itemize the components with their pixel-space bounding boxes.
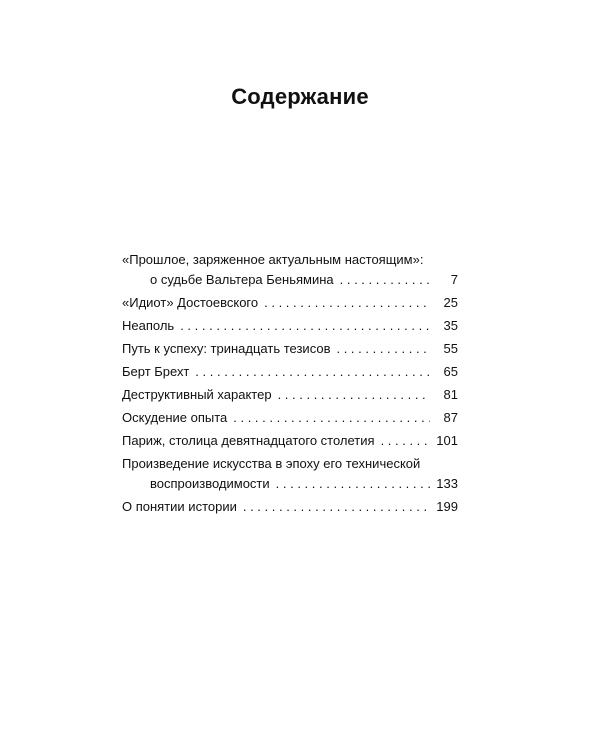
toc-page-number: 55 [443, 341, 458, 356]
dot-leader [180, 316, 430, 336]
toc-entry-title: о судьбе Вальтера Беньямина [150, 272, 334, 287]
toc-entry-line [122, 293, 458, 313]
page-title: Содержание [231, 84, 369, 109]
toc-entry-last-line [122, 474, 458, 494]
dot-leader [264, 293, 430, 313]
dot-leader [276, 474, 430, 494]
toc-page-number: 25 [443, 295, 458, 310]
toc-entry-title: Берт Брехт [122, 364, 190, 379]
toc-page-number: 65 [443, 364, 458, 379]
toc-page-number: 101 [436, 433, 458, 448]
dot-leader [340, 270, 430, 290]
toc-entry [122, 362, 458, 382]
dot-leader [195, 362, 430, 382]
toc-entry-last-line [122, 270, 458, 290]
toc-page-number: 87 [443, 410, 458, 425]
dot-leader [336, 339, 430, 359]
toc-entry-title: воспроизводимости [150, 476, 270, 491]
toc-entry [122, 250, 458, 290]
dot-leader [381, 431, 430, 451]
toc-entry [122, 385, 458, 405]
toc-entry-line [122, 385, 458, 405]
toc-entry-title: Неаполь [122, 318, 175, 333]
toc-entry-line [122, 339, 458, 359]
toc-entry [122, 454, 458, 494]
toc-entry-title: «Прошлое, заряженное актуальным настоящим»: [122, 252, 424, 267]
toc-entry-line [122, 362, 458, 382]
dot-leader [243, 497, 430, 517]
toc-entry [122, 293, 458, 313]
toc-entry-title: Произведение искусства в эпоху его технической [122, 456, 421, 471]
toc-entry-line [122, 431, 458, 451]
toc-entry-title: «Идиот» Достоевского [122, 295, 259, 310]
toc-entry [122, 316, 458, 336]
toc-entry [122, 497, 458, 517]
table-of-contents [122, 250, 458, 520]
dot-leader [278, 385, 430, 405]
toc-entry-title: Оскудение опыта [122, 410, 228, 425]
toc-entry [122, 408, 458, 428]
toc-page-number: 35 [443, 318, 458, 333]
toc-entry-title: О понятии истории [122, 499, 237, 514]
toc-entry-title: Париж, столица девятнадцатого столетия [122, 433, 375, 448]
toc-page-number: 81 [443, 387, 458, 402]
toc-entry [122, 431, 458, 451]
toc-entry-line [122, 316, 458, 336]
toc-entry-title: Путь к успеху: тринадцать тезисов [122, 341, 331, 356]
toc-entry-first-line [122, 454, 458, 474]
toc-entry-title: Деструктивный характер [122, 387, 272, 402]
toc-page-number: 199 [436, 499, 458, 514]
toc-page-number: 7 [450, 272, 458, 287]
toc-entry-line [122, 408, 458, 428]
toc-entry-first-line [122, 250, 458, 270]
toc-page-number: 133 [436, 476, 458, 491]
toc-entry [122, 339, 458, 359]
dot-leader [233, 408, 430, 428]
toc-entry-line [122, 497, 458, 517]
